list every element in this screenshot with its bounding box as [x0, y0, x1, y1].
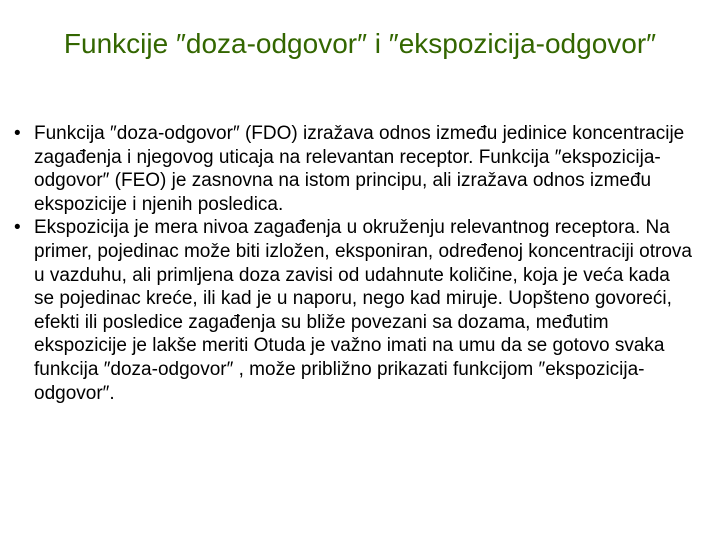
bullet-point-icon: •: [14, 217, 21, 239]
bullet-text: Ekspozicija je mera nivoa zagađenja u okruženju relevantnog receptora. Na primer, pojedinac može biti izložen, eksponiran, određenoj koncentraciji otrova u vazduhu, ali primljena doza zavisi od udahnute količine, koja je veća kada se pojedinac kreće, ili kad je u naporu, nego kad miruje. Uopšteno govoreći, efekti ili posledice zagađenja su bliže povezani sa dozama, međutim ekspozicije je lakše meriti Otuda je važno imati na umu da se gotovo svaka funkcija ″doza-odgovor″ , može približno prikazati funkcijom ″ekspozicija-odgovor″.: [34, 217, 692, 404]
bullet-list: [14, 122, 694, 405]
bullet-text: Funkcija ″doza-odgovor″ (FDO) izražava odnos između jedinice koncentracije zagađenja i njegovog uticaja na relevantan receptor. Funkcija ″ekspozicija-odgovor″ (FEO) je zasnovna na istom principu, ali izražava odnos između ekspozicije i njenih posledica.: [34, 123, 685, 215]
slide-title: Funkcije ″doza-odgovor″ i ″ekspozicija-odgovor″: [63, 28, 657, 59]
bullet-item-ekspozicija: [14, 216, 694, 405]
bullet-item-fdo-feo: [14, 122, 694, 216]
bullet-point-icon: •: [14, 123, 21, 144]
